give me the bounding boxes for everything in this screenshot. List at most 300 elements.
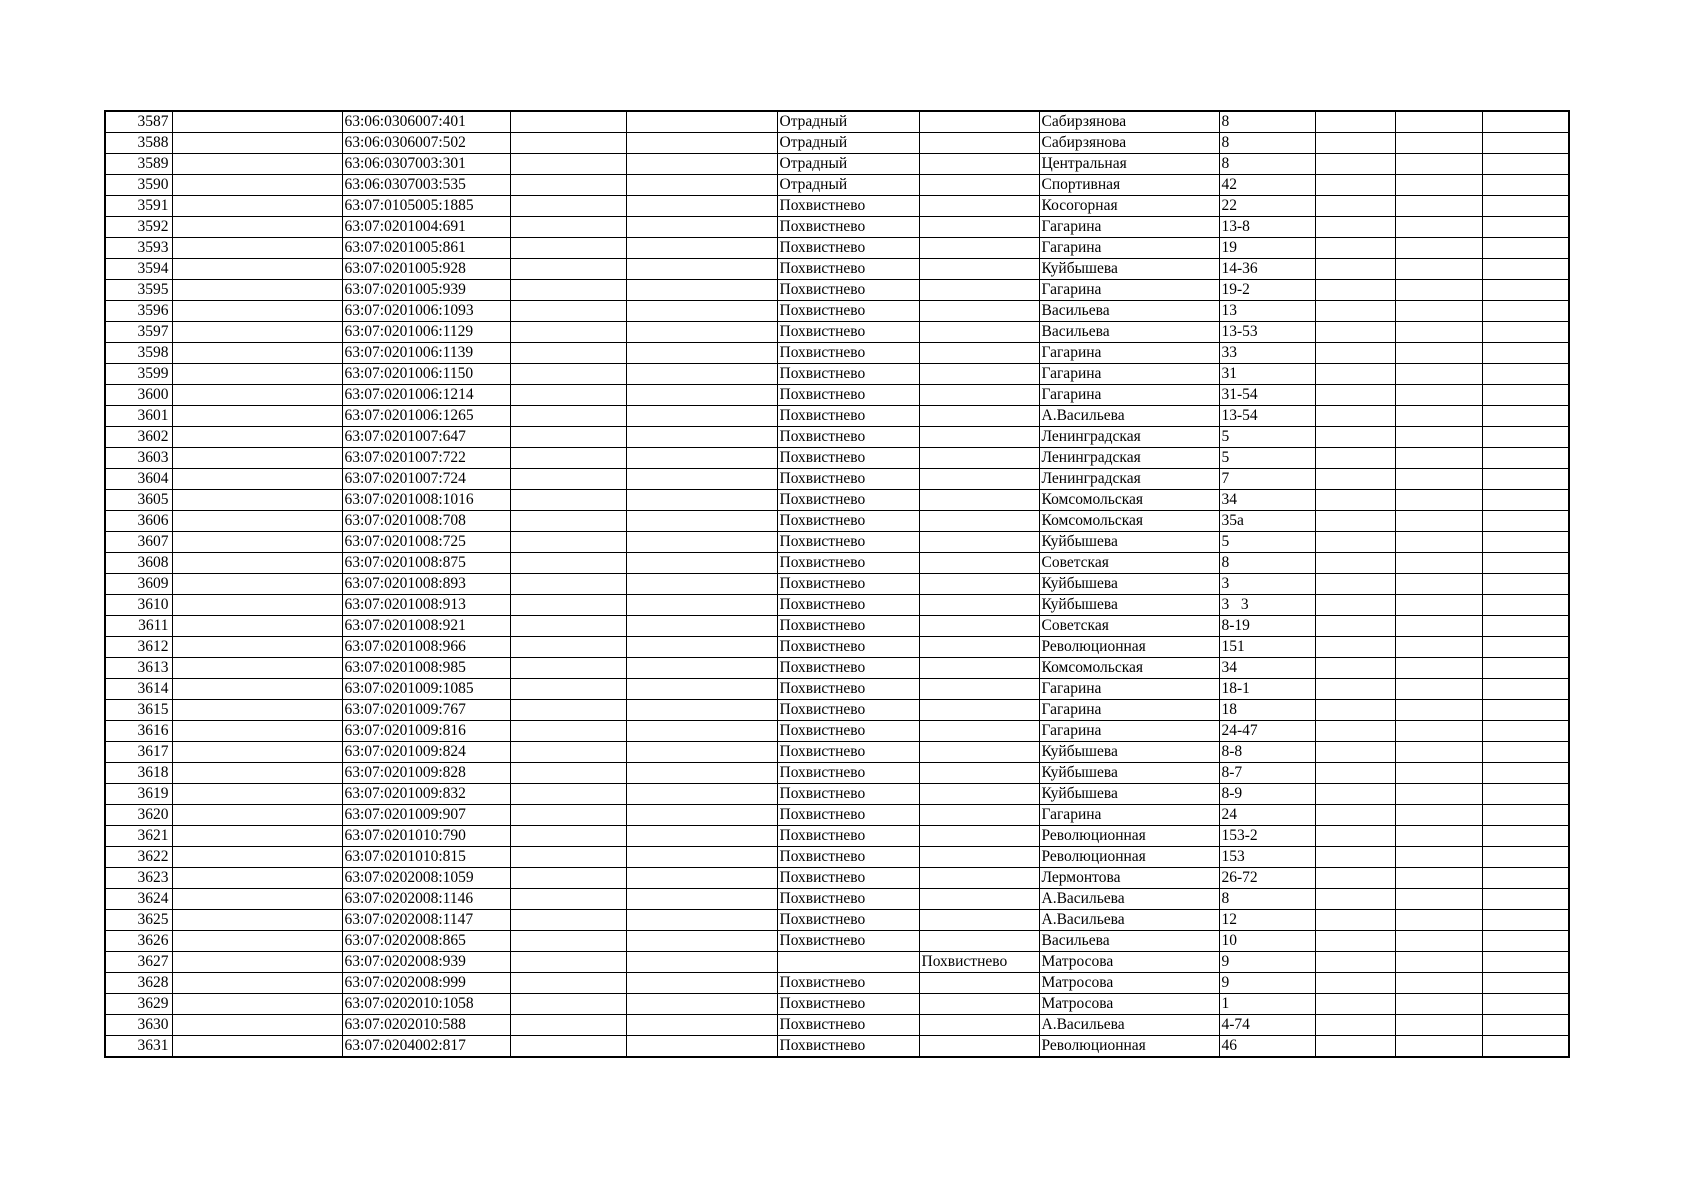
cell-blank-col-11 bbox=[1395, 196, 1482, 217]
cell-row-number: 3620 bbox=[105, 805, 172, 826]
cell-blank-col-12 bbox=[1482, 1015, 1569, 1036]
cell-blank-col-10 bbox=[1315, 763, 1395, 784]
cell-cadastral-number: 63:07:0201008:708 bbox=[342, 511, 510, 532]
table-row bbox=[105, 784, 1569, 805]
cell-blank-col-2 bbox=[172, 343, 342, 364]
cell-blank-col-5 bbox=[626, 343, 777, 364]
cell-blank-col-11 bbox=[1395, 994, 1482, 1015]
cell-blank-col-4 bbox=[510, 784, 626, 805]
cell-blank-col-11 bbox=[1395, 910, 1482, 931]
cell-house-number: 9 bbox=[1219, 952, 1315, 973]
cell-blank-col-5 bbox=[626, 322, 777, 343]
cell-blank-col-11 bbox=[1395, 364, 1482, 385]
cell-cadastral-number: 63:07:0201008:1016 bbox=[342, 490, 510, 511]
cell-row-number: 3608 bbox=[105, 553, 172, 574]
cell-row-number: 3592 bbox=[105, 217, 172, 238]
cell-blank-col-4 bbox=[510, 763, 626, 784]
cell-blank-col-2 bbox=[172, 364, 342, 385]
cell-row-number: 3621 bbox=[105, 826, 172, 847]
cell-blank-col-10 bbox=[1315, 889, 1395, 910]
cell-house-number: 31 bbox=[1219, 364, 1315, 385]
cell-blank-col-12 bbox=[1482, 343, 1569, 364]
cell-blank-col-11 bbox=[1395, 259, 1482, 280]
table-row bbox=[105, 511, 1569, 532]
cell-house-number: 14-36 bbox=[1219, 259, 1315, 280]
cell-blank-col-2 bbox=[172, 973, 342, 994]
cell-street: Гагарина bbox=[1039, 679, 1219, 700]
cell-street: Гагарина bbox=[1039, 238, 1219, 259]
cell-cadastral-number: 63:07:0201007:722 bbox=[342, 448, 510, 469]
cell-blank-col-5 bbox=[626, 763, 777, 784]
cell-blank-col-4 bbox=[510, 616, 626, 637]
table-row bbox=[105, 637, 1569, 658]
cell-cadastral-number: 63:07:0202008:1059 bbox=[342, 868, 510, 889]
cell-blank-col-2 bbox=[172, 910, 342, 931]
cell-house-number: 13-53 bbox=[1219, 322, 1315, 343]
cell-locality: Похвистнево bbox=[919, 952, 1039, 973]
cell-blank-col-4 bbox=[510, 196, 626, 217]
cell-blank-col-11 bbox=[1395, 1015, 1482, 1036]
cell-house-number: 19 bbox=[1219, 238, 1315, 259]
cell-row-number: 3609 bbox=[105, 574, 172, 595]
cell-blank-col-4 bbox=[510, 742, 626, 763]
cell-row-number: 3627 bbox=[105, 952, 172, 973]
table-row bbox=[105, 301, 1569, 322]
cell-house-number: 13-54 bbox=[1219, 406, 1315, 427]
cell-blank-col-2 bbox=[172, 553, 342, 574]
cell-blank-col-10 bbox=[1315, 280, 1395, 301]
cell-blank-col-2 bbox=[172, 301, 342, 322]
cell-blank-col-5 bbox=[626, 1036, 777, 1058]
cell-blank-col-12 bbox=[1482, 994, 1569, 1015]
table-row bbox=[105, 280, 1569, 301]
table-row bbox=[105, 616, 1569, 637]
cell-blank-col-5 bbox=[626, 280, 777, 301]
cell-house-number: 8 bbox=[1219, 154, 1315, 175]
cell-house-number: 8-9 bbox=[1219, 784, 1315, 805]
cell-locality bbox=[919, 721, 1039, 742]
cell-row-number: 3619 bbox=[105, 784, 172, 805]
cell-house-number: 34 bbox=[1219, 658, 1315, 679]
cell-cadastral-number: 63:07:0201009:1085 bbox=[342, 679, 510, 700]
cell-street: Революционная bbox=[1039, 637, 1219, 658]
cell-row-number: 3595 bbox=[105, 280, 172, 301]
cell-blank-col-11 bbox=[1395, 700, 1482, 721]
table-row bbox=[105, 742, 1569, 763]
table-row bbox=[105, 490, 1569, 511]
cell-blank-col-12 bbox=[1482, 154, 1569, 175]
cell-locality bbox=[919, 973, 1039, 994]
cell-blank-col-11 bbox=[1395, 952, 1482, 973]
cell-cadastral-number: 63:07:0201007:724 bbox=[342, 469, 510, 490]
cell-cadastral-number: 63:07:0202008:999 bbox=[342, 973, 510, 994]
table-row bbox=[105, 259, 1569, 280]
cell-blank-col-12 bbox=[1482, 700, 1569, 721]
cell-row-number: 3596 bbox=[105, 301, 172, 322]
cell-city: Похвистнево bbox=[777, 217, 919, 238]
table-row bbox=[105, 658, 1569, 679]
cell-city: Похвистнево bbox=[777, 784, 919, 805]
cell-locality bbox=[919, 931, 1039, 952]
cell-blank-col-12 bbox=[1482, 847, 1569, 868]
cell-blank-col-5 bbox=[626, 406, 777, 427]
cell-blank-col-12 bbox=[1482, 805, 1569, 826]
cell-blank-col-12 bbox=[1482, 931, 1569, 952]
table-row bbox=[105, 889, 1569, 910]
cell-street: Косогорная bbox=[1039, 196, 1219, 217]
cell-blank-col-11 bbox=[1395, 511, 1482, 532]
cell-blank-col-2 bbox=[172, 259, 342, 280]
cell-house-number: 19-2 bbox=[1219, 280, 1315, 301]
cell-city: Похвистнево bbox=[777, 322, 919, 343]
cell-blank-col-5 bbox=[626, 196, 777, 217]
cell-blank-col-11 bbox=[1395, 553, 1482, 574]
cell-city: Похвистнево bbox=[777, 721, 919, 742]
cell-street: Ленинградская bbox=[1039, 427, 1219, 448]
cell-row-number: 3623 bbox=[105, 868, 172, 889]
cell-blank-col-12 bbox=[1482, 385, 1569, 406]
cell-locality bbox=[919, 280, 1039, 301]
cell-blank-col-5 bbox=[626, 721, 777, 742]
cell-blank-col-5 bbox=[626, 952, 777, 973]
table-row bbox=[105, 805, 1569, 826]
cell-house-number: 8 bbox=[1219, 111, 1315, 133]
cell-row-number: 3598 bbox=[105, 343, 172, 364]
cell-blank-col-2 bbox=[172, 111, 342, 133]
cell-blank-col-4 bbox=[510, 910, 626, 931]
cell-blank-col-10 bbox=[1315, 784, 1395, 805]
cell-blank-col-4 bbox=[510, 385, 626, 406]
cell-blank-col-10 bbox=[1315, 658, 1395, 679]
cell-street: Куйбышева bbox=[1039, 763, 1219, 784]
cell-blank-col-2 bbox=[172, 931, 342, 952]
cell-blank-col-10 bbox=[1315, 364, 1395, 385]
cell-blank-col-4 bbox=[510, 952, 626, 973]
cell-city bbox=[777, 952, 919, 973]
cell-city: Отрадный bbox=[777, 133, 919, 154]
cell-street: Гагарина bbox=[1039, 385, 1219, 406]
table-row bbox=[105, 111, 1569, 133]
cell-blank-col-5 bbox=[626, 111, 777, 133]
cell-row-number: 3626 bbox=[105, 931, 172, 952]
cell-street: Центральная bbox=[1039, 154, 1219, 175]
cell-blank-col-5 bbox=[626, 364, 777, 385]
cell-blank-col-5 bbox=[626, 847, 777, 868]
cell-street: Куйбышева bbox=[1039, 742, 1219, 763]
cell-blank-col-2 bbox=[172, 490, 342, 511]
cell-blank-col-10 bbox=[1315, 742, 1395, 763]
cell-row-number: 3613 bbox=[105, 658, 172, 679]
cell-city: Похвистнево bbox=[777, 259, 919, 280]
cell-cadastral-number: 63:07:0202010:1058 bbox=[342, 994, 510, 1015]
cell-blank-col-12 bbox=[1482, 259, 1569, 280]
table-row bbox=[105, 574, 1569, 595]
cell-street: Матросова bbox=[1039, 973, 1219, 994]
cell-blank-col-12 bbox=[1482, 910, 1569, 931]
cell-blank-col-4 bbox=[510, 238, 626, 259]
cell-blank-col-5 bbox=[626, 595, 777, 616]
cell-blank-col-12 bbox=[1482, 763, 1569, 784]
cell-blank-col-2 bbox=[172, 511, 342, 532]
cell-blank-col-10 bbox=[1315, 532, 1395, 553]
cell-blank-col-2 bbox=[172, 1015, 342, 1036]
cell-row-number: 3605 bbox=[105, 490, 172, 511]
cell-locality bbox=[919, 406, 1039, 427]
cell-cadastral-number: 63:07:0201006:1139 bbox=[342, 343, 510, 364]
cell-blank-col-4 bbox=[510, 406, 626, 427]
cell-cadastral-number: 63:07:0201005:928 bbox=[342, 259, 510, 280]
table-row bbox=[105, 1015, 1569, 1036]
cell-cadastral-number: 63:07:0201005:861 bbox=[342, 238, 510, 259]
cell-city: Похвистнево bbox=[777, 490, 919, 511]
cell-blank-col-4 bbox=[510, 595, 626, 616]
cell-blank-col-2 bbox=[172, 994, 342, 1015]
cell-blank-col-10 bbox=[1315, 805, 1395, 826]
cell-row-number: 3593 bbox=[105, 238, 172, 259]
cell-house-number: 33 bbox=[1219, 343, 1315, 364]
cell-row-number: 3589 bbox=[105, 154, 172, 175]
cell-blank-col-12 bbox=[1482, 973, 1569, 994]
cell-blank-col-11 bbox=[1395, 826, 1482, 847]
cell-blank-col-4 bbox=[510, 973, 626, 994]
cell-blank-col-4 bbox=[510, 553, 626, 574]
cell-blank-col-12 bbox=[1482, 301, 1569, 322]
cell-blank-col-10 bbox=[1315, 994, 1395, 1015]
cell-cadastral-number: 63:07:0202008:1147 bbox=[342, 910, 510, 931]
cell-blank-col-10 bbox=[1315, 111, 1395, 133]
cell-blank-col-2 bbox=[172, 595, 342, 616]
cell-blank-col-12 bbox=[1482, 427, 1569, 448]
cell-house-number: 8-19 bbox=[1219, 616, 1315, 637]
cell-blank-col-12 bbox=[1482, 364, 1569, 385]
cell-locality bbox=[919, 532, 1039, 553]
cell-city: Похвистнево bbox=[777, 511, 919, 532]
table-row bbox=[105, 952, 1569, 973]
cell-house-number: 8-8 bbox=[1219, 742, 1315, 763]
cell-blank-col-2 bbox=[172, 322, 342, 343]
cell-blank-col-12 bbox=[1482, 868, 1569, 889]
cell-row-number: 3614 bbox=[105, 679, 172, 700]
cell-blank-col-12 bbox=[1482, 322, 1569, 343]
cell-blank-col-10 bbox=[1315, 448, 1395, 469]
cell-city: Похвистнево bbox=[777, 637, 919, 658]
cell-street: Лермонтова bbox=[1039, 868, 1219, 889]
cell-locality bbox=[919, 175, 1039, 196]
cell-house-number: 151 bbox=[1219, 637, 1315, 658]
cell-blank-col-10 bbox=[1315, 952, 1395, 973]
cell-blank-col-11 bbox=[1395, 805, 1482, 826]
cell-street: Ленинградская bbox=[1039, 448, 1219, 469]
cell-blank-col-10 bbox=[1315, 217, 1395, 238]
cell-blank-col-12 bbox=[1482, 511, 1569, 532]
table-row bbox=[105, 406, 1569, 427]
cell-row-number: 3615 bbox=[105, 700, 172, 721]
cell-blank-col-12 bbox=[1482, 196, 1569, 217]
cell-blank-col-11 bbox=[1395, 868, 1482, 889]
cell-blank-col-4 bbox=[510, 637, 626, 658]
cell-city: Похвистнево bbox=[777, 847, 919, 868]
cell-blank-col-11 bbox=[1395, 238, 1482, 259]
cell-blank-col-10 bbox=[1315, 973, 1395, 994]
cell-cadastral-number: 63:07:0202008:1146 bbox=[342, 889, 510, 910]
cell-blank-col-11 bbox=[1395, 742, 1482, 763]
cell-blank-col-12 bbox=[1482, 784, 1569, 805]
cell-blank-col-11 bbox=[1395, 301, 1482, 322]
cell-city: Похвистнево bbox=[777, 553, 919, 574]
table-row bbox=[105, 826, 1569, 847]
table-row bbox=[105, 448, 1569, 469]
cell-locality bbox=[919, 637, 1039, 658]
cell-blank-col-5 bbox=[626, 553, 777, 574]
cell-blank-col-5 bbox=[626, 574, 777, 595]
cell-street: Спортивная bbox=[1039, 175, 1219, 196]
cell-blank-col-10 bbox=[1315, 301, 1395, 322]
cell-blank-col-10 bbox=[1315, 931, 1395, 952]
cell-locality bbox=[919, 133, 1039, 154]
cell-row-number: 3604 bbox=[105, 469, 172, 490]
cell-blank-col-2 bbox=[172, 175, 342, 196]
cell-city: Похвистнево bbox=[777, 994, 919, 1015]
cell-blank-col-12 bbox=[1482, 889, 1569, 910]
cell-row-number: 3612 bbox=[105, 637, 172, 658]
cell-locality bbox=[919, 616, 1039, 637]
cell-city: Похвистнево bbox=[777, 301, 919, 322]
cell-locality bbox=[919, 343, 1039, 364]
cell-cadastral-number: 63:07:0201008:921 bbox=[342, 616, 510, 637]
cell-cadastral-number: 63:07:0201008:875 bbox=[342, 553, 510, 574]
cell-blank-col-4 bbox=[510, 574, 626, 595]
cell-blank-col-2 bbox=[172, 532, 342, 553]
cell-blank-col-11 bbox=[1395, 406, 1482, 427]
cell-city: Похвистнево bbox=[777, 343, 919, 364]
cell-blank-col-10 bbox=[1315, 721, 1395, 742]
cell-blank-col-11 bbox=[1395, 637, 1482, 658]
cell-blank-col-2 bbox=[172, 1036, 342, 1058]
cell-house-number: 31-54 bbox=[1219, 385, 1315, 406]
cell-blank-col-10 bbox=[1315, 469, 1395, 490]
cell-house-number: 8 bbox=[1219, 133, 1315, 154]
cell-cadastral-number: 63:06:0306007:401 bbox=[342, 111, 510, 133]
cell-blank-col-5 bbox=[626, 784, 777, 805]
cell-street: Советская bbox=[1039, 616, 1219, 637]
cell-blank-col-11 bbox=[1395, 490, 1482, 511]
cell-street: Гагарина bbox=[1039, 280, 1219, 301]
cell-row-number: 3600 bbox=[105, 385, 172, 406]
cell-city: Похвистнево bbox=[777, 595, 919, 616]
cell-street: Комсомольская bbox=[1039, 658, 1219, 679]
cell-cadastral-number: 63:07:0201006:1129 bbox=[342, 322, 510, 343]
cell-blank-col-11 bbox=[1395, 532, 1482, 553]
cell-street: Гагарина bbox=[1039, 343, 1219, 364]
cell-blank-col-5 bbox=[626, 868, 777, 889]
cell-blank-col-12 bbox=[1482, 532, 1569, 553]
cell-blank-col-2 bbox=[172, 469, 342, 490]
cell-locality bbox=[919, 238, 1039, 259]
cell-blank-col-5 bbox=[626, 805, 777, 826]
cell-house-number: 8-7 bbox=[1219, 763, 1315, 784]
table-row bbox=[105, 973, 1569, 994]
cell-city: Похвистнево bbox=[777, 280, 919, 301]
cell-blank-col-11 bbox=[1395, 217, 1482, 238]
cell-blank-col-4 bbox=[510, 490, 626, 511]
cell-blank-col-12 bbox=[1482, 574, 1569, 595]
cell-row-number: 3588 bbox=[105, 133, 172, 154]
cell-blank-col-4 bbox=[510, 805, 626, 826]
table-row bbox=[105, 385, 1569, 406]
table-row bbox=[105, 154, 1569, 175]
cell-street: Ленинградская bbox=[1039, 469, 1219, 490]
cell-cadastral-number: 63:07:0202008:865 bbox=[342, 931, 510, 952]
cell-blank-col-5 bbox=[626, 910, 777, 931]
cell-locality bbox=[919, 364, 1039, 385]
cell-blank-col-12 bbox=[1482, 490, 1569, 511]
cell-blank-col-11 bbox=[1395, 322, 1482, 343]
cell-house-number: 34 bbox=[1219, 490, 1315, 511]
table-row bbox=[105, 175, 1569, 196]
cell-blank-col-4 bbox=[510, 721, 626, 742]
cell-locality bbox=[919, 574, 1039, 595]
cell-blank-col-11 bbox=[1395, 469, 1482, 490]
cell-blank-col-12 bbox=[1482, 133, 1569, 154]
cell-blank-col-12 bbox=[1482, 217, 1569, 238]
cell-blank-col-4 bbox=[510, 322, 626, 343]
cell-cadastral-number: 63:07:0201008:913 bbox=[342, 595, 510, 616]
cell-street: А.Васильева bbox=[1039, 910, 1219, 931]
cell-city: Похвистнево bbox=[777, 973, 919, 994]
cell-blank-col-12 bbox=[1482, 238, 1569, 259]
cell-house-number: 13-8 bbox=[1219, 217, 1315, 238]
cell-house-number: 35а bbox=[1219, 511, 1315, 532]
cell-locality bbox=[919, 1015, 1039, 1036]
cell-blank-col-4 bbox=[510, 1036, 626, 1058]
cell-street: Куйбышева bbox=[1039, 574, 1219, 595]
cell-house-number: 5 bbox=[1219, 448, 1315, 469]
cell-blank-col-2 bbox=[172, 952, 342, 973]
cell-row-number: 3625 bbox=[105, 910, 172, 931]
cell-street: Куйбышева bbox=[1039, 784, 1219, 805]
cell-street: Куйбышева bbox=[1039, 595, 1219, 616]
cell-blank-col-4 bbox=[510, 343, 626, 364]
cell-blank-col-5 bbox=[626, 427, 777, 448]
cell-street: Сабирзянова bbox=[1039, 133, 1219, 154]
cell-blank-col-5 bbox=[626, 700, 777, 721]
cell-row-number: 3599 bbox=[105, 364, 172, 385]
cell-street: А.Васильева bbox=[1039, 1015, 1219, 1036]
cell-blank-col-10 bbox=[1315, 637, 1395, 658]
cell-blank-col-10 bbox=[1315, 910, 1395, 931]
cell-blank-col-10 bbox=[1315, 847, 1395, 868]
cell-locality bbox=[919, 469, 1039, 490]
table-row bbox=[105, 931, 1569, 952]
cell-street: Революционная bbox=[1039, 1036, 1219, 1058]
cell-blank-col-11 bbox=[1395, 658, 1482, 679]
cell-city: Похвистнево bbox=[777, 763, 919, 784]
cell-blank-col-5 bbox=[626, 133, 777, 154]
cell-house-number: 8 bbox=[1219, 553, 1315, 574]
cell-row-number: 3618 bbox=[105, 763, 172, 784]
cell-blank-col-5 bbox=[626, 301, 777, 322]
cell-row-number: 3631 bbox=[105, 1036, 172, 1058]
cell-blank-col-5 bbox=[626, 616, 777, 637]
table-row bbox=[105, 910, 1569, 931]
cell-blank-col-2 bbox=[172, 133, 342, 154]
cell-cadastral-number: 63:07:0201006:1214 bbox=[342, 385, 510, 406]
cell-cadastral-number: 63:07:0201009:832 bbox=[342, 784, 510, 805]
cell-blank-col-2 bbox=[172, 448, 342, 469]
cell-blank-col-10 bbox=[1315, 406, 1395, 427]
cell-blank-col-5 bbox=[626, 931, 777, 952]
cell-blank-col-10 bbox=[1315, 490, 1395, 511]
